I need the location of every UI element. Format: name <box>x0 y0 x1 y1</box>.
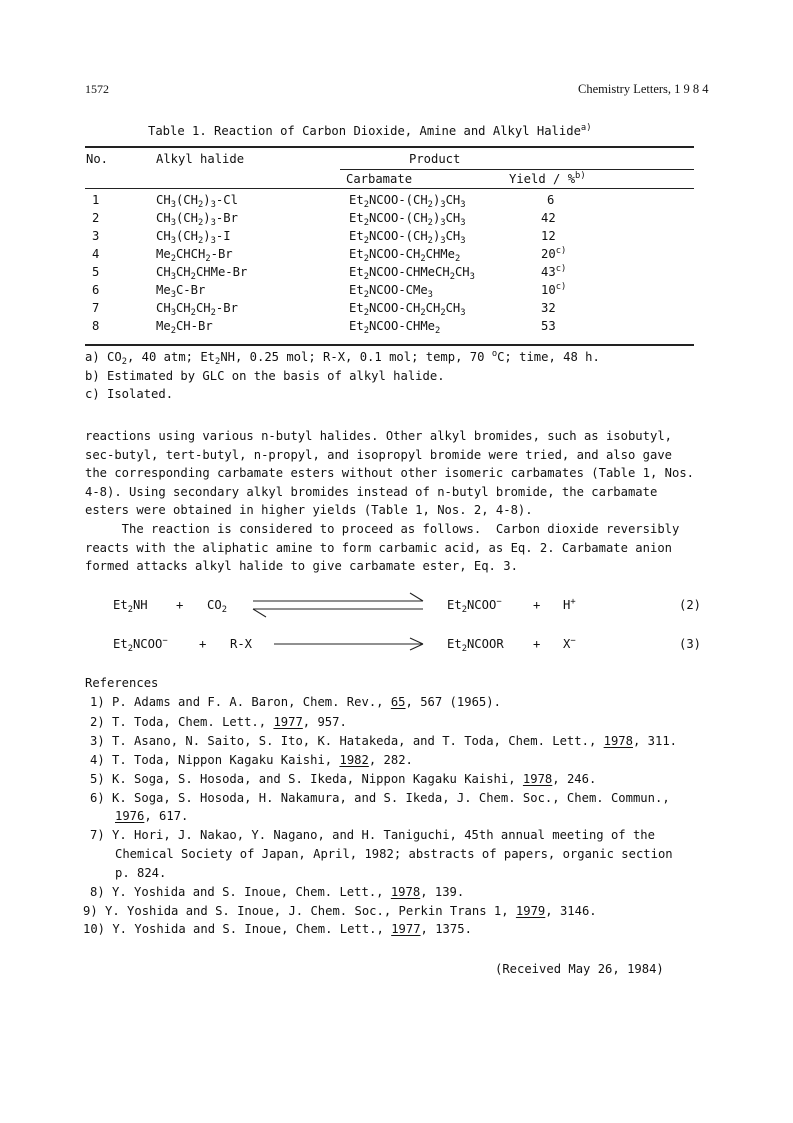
alkyl-halide-formula: $Me_2CH-Br$ <box>156 319 213 337</box>
eq2-plus: + <box>176 598 184 612</box>
yield-value: 20$^{c)}$ <box>541 246 567 261</box>
eq3-product-halide: X− <box>563 636 576 651</box>
table-row <box>85 229 695 246</box>
table-top-rule <box>85 146 694 148</box>
header-carbamate: Carbamate <box>346 172 413 186</box>
yield-value: 12 <box>541 229 556 243</box>
body-line: 4-8). Using secondary alkyl bromides instead of n-butyl bromide, the carbamate <box>85 484 658 499</box>
eq2-product-carbamate-anion: $Et_2NCOO^-$ <box>447 597 502 616</box>
reference-item: 9) Y. Yoshida and S. Inoue, J. Chem. Soc., Perkin Trans 1, 1979, 3146. <box>83 904 597 918</box>
product-rule <box>340 169 694 170</box>
reference-item-continued: 1976, 617. <box>115 809 189 823</box>
body-paragraph <box>85 427 715 576</box>
reference-item: 7) Y. Hori, J. Nakao, Y. Nagano, and H. Taniguchi, 45th annual meeting of the <box>90 828 655 842</box>
table-caption: Table 1. Reaction of Carbon Dioxide, Amine and Alkyl Halide$^{a)}$ <box>148 123 592 138</box>
eq2-number: (2) <box>679 598 702 612</box>
body-line: reactions using various n-butyl halides. Other alkyl bromides, such as isobutyl, <box>85 429 672 443</box>
row-number: 7 <box>92 301 100 315</box>
reference-item-continued: Chemical Society of Japan, April, 1982; abstracts of papers, organic section <box>115 847 673 861</box>
alkyl-halide-formula: $CH_3(CH_2)_3-I$ <box>156 229 231 247</box>
alkyl-halide-formula: $CH_3CH_2CHMe-Br$ <box>156 265 248 283</box>
reference-item-continued: p. 824. <box>115 866 167 880</box>
table-row <box>85 211 695 228</box>
footnote-a: a) $CO_2$, 40 atm; $Et_2NH$, 0.25 mol; R-X, 0.1 mol; temp, 70 $^o$C; time, 48 h. <box>85 349 600 368</box>
carbamate-formula: $Et_2NCOO-CH_2CH_2CH_3$ <box>349 301 466 319</box>
table-row <box>85 319 695 336</box>
reference-item: 5) K. Soga, S. Hosoda, and S. Ikeda, Nippon Kagaku Kaishi, 1978, 246. <box>90 772 597 786</box>
reference-item: 6) K. Soga, S. Hosoda, H. Nakamura, and S. Ikeda, J. Chem. Soc., Chem. Commun., <box>90 791 670 805</box>
alkyl-halide-formula: $Me_2CHCH_2-Br$ <box>156 247 233 265</box>
body-line: esters were obtained in higher yields (Table 1, Nos. 2, 4-8). <box>85 503 533 518</box>
eq3-plus: + <box>199 637 207 651</box>
row-number: 3 <box>92 229 100 243</box>
header-yield: Yield / %$^{b)}$ <box>509 171 586 186</box>
row-number: 8 <box>92 319 100 333</box>
carbamate-formula: $Et_2NCOO-(CH_2)_3CH_3$ <box>349 193 466 211</box>
yield-value: 32 <box>541 301 556 315</box>
body-line: formed attacks alkyl halide to give carbamate ester, Eq. 3. <box>85 559 518 574</box>
body-line: reacts with the aliphatic amine to form carbamic acid, as Eq. 2. Carbamate anion <box>85 540 672 555</box>
footnote-c: c) Isolated. <box>85 387 174 401</box>
reaction-arrow-icon <box>274 637 424 651</box>
eq3-reactant-carbamate-anion: $Et_2NCOO^-$ <box>113 636 168 655</box>
eq3-plus-2: + <box>533 637 541 651</box>
alkyl-halide-formula: $Me_3C-Br$ <box>156 283 206 301</box>
eq3-number: (3) <box>679 637 702 651</box>
carbamate-formula: $Et_2NCOO-CMe_3$ <box>349 283 433 301</box>
body-line: The reaction is considered to proceed as follows. Carbon dioxide reversibly <box>85 521 680 536</box>
footnote-b: b) Estimated by GLC on the basis of alkyl halide. <box>85 369 445 383</box>
table-row <box>85 283 695 300</box>
table-row <box>85 193 695 210</box>
carbamate-formula: $Et_2NCOO-(CH_2)_3CH_3$ <box>349 229 466 247</box>
eq2-product-proton: H+ <box>563 597 576 612</box>
yield-value: 10$^{c)}$ <box>541 282 567 297</box>
equilibrium-arrow-icon <box>253 592 423 618</box>
references-heading: References <box>85 676 159 690</box>
table-header-rule <box>85 188 694 189</box>
body-line: the corresponding carbamate esters without other isomeric carbamates (Table 1, Nos. <box>85 466 695 481</box>
yield-value: 6 <box>547 193 555 207</box>
eq3-product-ester: $Et_2NCOOR$ <box>447 637 504 655</box>
eq3-reactant-rx: R-X <box>230 637 253 651</box>
row-number: 4 <box>92 247 100 261</box>
eq2-reactant-amine: $Et_2NH$ <box>113 598 148 616</box>
carbamate-formula: $Et_2NCOO-(CH_2)_3CH_3$ <box>349 211 466 229</box>
page-number: 1572 <box>85 82 109 96</box>
header-no: No. <box>86 152 109 166</box>
reference-item: 2) T. Toda, Chem. Lett., 1977, 957. <box>90 715 347 729</box>
table-row <box>85 301 695 318</box>
table-row <box>85 247 695 264</box>
alkyl-halide-formula: $CH_3(CH_2)_3-Cl$ <box>156 193 238 211</box>
reference-item: 8) Y. Yoshida and S. Inoue, Chem. Lett., 1978, 139. <box>90 885 465 899</box>
header-alkyl-halide: Alkyl halide <box>156 152 245 166</box>
alkyl-halide-formula: $CH_3CH_2CH_2-Br$ <box>156 301 238 319</box>
header-product: Product <box>409 152 461 166</box>
carbamate-formula: $Et_2NCOO-CHMeCH_2CH_3$ <box>349 265 475 283</box>
yield-value: 53 <box>541 319 556 333</box>
yield-value: 42 <box>541 211 556 225</box>
row-number: 1 <box>92 193 100 207</box>
table-bottom-rule <box>85 344 694 346</box>
alkyl-halide-formula: $CH_3(CH_2)_3-Br$ <box>156 211 238 229</box>
row-number: 5 <box>92 265 100 279</box>
eq2-reactant-co2: $CO_2$ <box>207 598 227 616</box>
journal-name: Chemistry Letters, 1 9 8 4 <box>578 82 709 96</box>
reference-item: 1) P. Adams and F. A. Baron, Chem. Rev., 65, 567 (1965). <box>90 695 501 709</box>
received-date: (Received May 26, 1984) <box>495 962 664 976</box>
carbamate-formula: $Et_2NCOO-CHMe_2$ <box>349 319 441 337</box>
row-number: 6 <box>92 283 100 297</box>
yield-value: 43$^{c)}$ <box>541 264 567 279</box>
row-number: 2 <box>92 211 100 225</box>
reference-item: 4) T. Toda, Nippon Kagaku Kaishi, 1982, 282. <box>90 753 413 767</box>
reference-item: 10) Y. Yoshida and S. Inoue, Chem. Lett., 1977, 1375. <box>83 922 472 936</box>
table-row <box>85 265 695 282</box>
reference-item: 3) T. Asano, N. Saito, S. Ito, K. Hatakeda, and T. Toda, Chem. Lett., 1978, 311. <box>90 734 678 748</box>
body-line: sec-butyl, tert-butyl, n-propyl, and isopropyl bromide were tried, and also gave <box>85 447 672 462</box>
eq2-plus-2: + <box>533 598 541 612</box>
carbamate-formula: $Et_2NCOO-CH_2CHMe_2$ <box>349 247 461 265</box>
